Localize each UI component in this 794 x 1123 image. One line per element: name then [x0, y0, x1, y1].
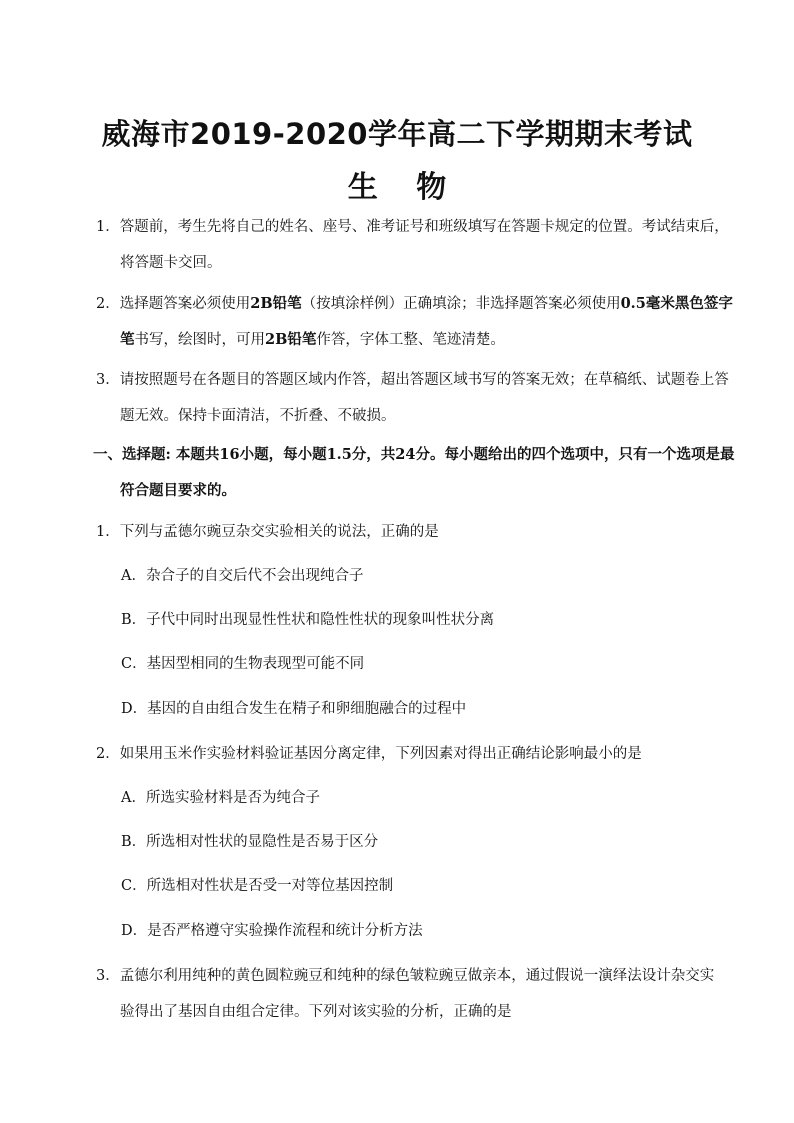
question-1-option-d: D．基因的自由组合发生在精子和卵细胞融合的过程中 — [121, 701, 467, 717]
instruction-text: （按填涂样例）正确填涂；非选择题答案必须使用 — [301, 296, 621, 312]
instruction-text-continued: 将答题卡交回。 — [120, 255, 222, 271]
question-1-stem: 1．下列与孟德尔豌豆杂交实验相关的说法，正确的是 — [96, 524, 439, 540]
instruction-text: 书写，绘图时，可用 — [134, 332, 265, 348]
instruction-emphasis: 2B铅笔 — [265, 331, 317, 348]
instruction-text: 答题前，考生先将自己的姓名、座号、准考证号和班级填写在答题卡规定的位置。考试结束后， — [119, 219, 729, 235]
instruction-text: 作答，字体工整、笔迹清楚。 — [316, 332, 505, 348]
section-heading — [93, 437, 735, 509]
section-heading-line: 符合题目要求的。 — [120, 482, 236, 499]
question-3-stem: 3．孟德尔利用纯种的黄色圆粒豌豆和纯种的绿色皱粒豌豆做亲本，通过假说一演绎法设计杂交实 验得出了基因自由组合定律。下列对该实验的分析，正确的是 — [96, 968, 715, 1020]
question-2-option-b: B．所选相对性状的显隐性是否易于区分 — [121, 834, 379, 850]
instruction-number: 2． — [96, 296, 120, 312]
subject-title: 生 物 — [347, 170, 461, 205]
question-1-option-c: C．基因型相同的生物表现型可能不同 — [121, 656, 365, 672]
instruction-text: 选择题答案必须使用 — [119, 296, 251, 312]
question-2-stem: 2．如果用玉米作实验材料验证基因分离定律，下列因素对得出正确结论影响最小的是 — [96, 746, 642, 762]
instruction-text-continued: 题无效。保持卡面清洁，不折叠、不破损。 — [120, 408, 396, 424]
instruction-emphasis: 笔 — [120, 331, 135, 348]
instruction-1 — [96, 209, 729, 281]
instruction-emphasis: 0.5毫米黑色签字 — [620, 295, 733, 312]
instruction-number: 3． — [96, 372, 120, 388]
instruction-2 — [96, 286, 733, 358]
question-2-option-d: D．是否严格遵守实验操作流程和统计分析方法 — [121, 923, 423, 939]
question-2-option-a: A．所选实验材料是否为纯合子 — [121, 790, 320, 806]
instruction-3 — [96, 362, 729, 434]
question-1-option-a: A．杂合子的自交后代不会出现纯合子 — [121, 568, 364, 584]
instruction-number: 1． — [96, 219, 120, 235]
exam-title: 威海市2019-2020学年高二下学期期末考试 — [101, 117, 693, 151]
question-1-option-b: B．子代中同时出现显性性状和隐性性状的现象叫性状分离 — [121, 612, 495, 628]
question-2-option-c: C．所选相对性状是否受一对等位基因控制 — [121, 878, 394, 894]
section-heading-line: 一、选择题: 本题共16小题，每小题1.5分，共24分。每小题给出的四个选项中，只有一个选项是最 — [93, 446, 735, 463]
instruction-text: 请按照题号在各题目的答题区域内作答，超出答题区域书写的答案无效；在草稿纸、试题卷上答 — [119, 372, 729, 388]
instruction-emphasis: 2B铅笔 — [250, 295, 302, 312]
